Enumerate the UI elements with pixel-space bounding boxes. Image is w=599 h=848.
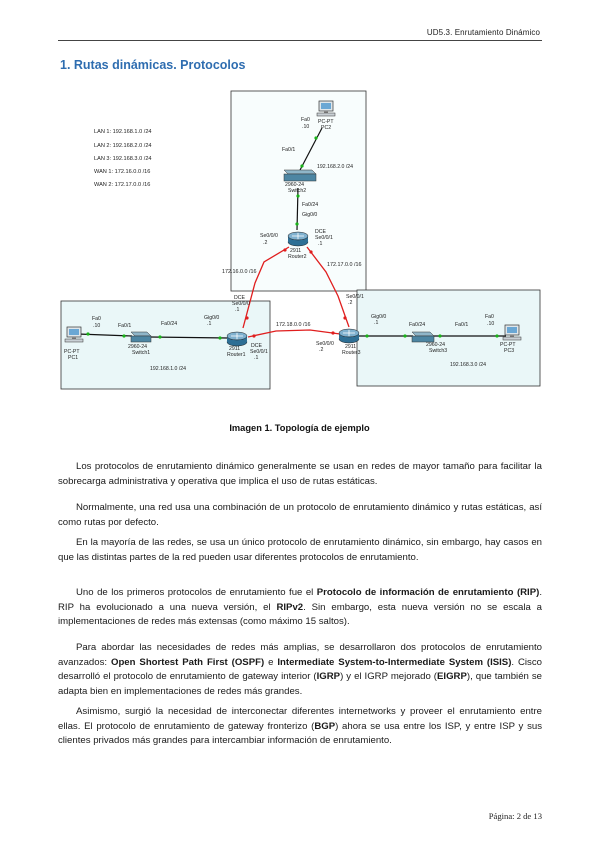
wan-r1-r2-label: 172.16.0.0 /16 — [222, 269, 257, 275]
router3-icon — [339, 329, 359, 343]
router2-se001: Se0/0/1 — [315, 235, 333, 241]
switch1-model: 2960-24 — [128, 344, 148, 350]
pc3-ip: .10 — [487, 321, 495, 327]
router1-model: 2911 — [229, 346, 241, 352]
pc2-icon — [317, 101, 335, 116]
pc3-model: PC-PT — [500, 342, 516, 348]
switch3-icon — [412, 332, 434, 342]
router2-model: 2911 — [290, 248, 302, 254]
pc1-iface: Fa0 — [92, 316, 101, 322]
router3-se001: Se0/0/1 — [346, 294, 364, 300]
router2-se000: Se0/0/0 — [260, 233, 278, 239]
switch3-fa01: Fa0/1 — [455, 322, 469, 328]
router3-se000: Se0/0/0 — [316, 341, 334, 347]
paragraph-5: Para abordar las necesidades de redes más amplias, se desarrollaron dos protocolos de enrutamiento avanzados: Open Shortest Path First (OSPF) e Intermediate System-to-Intermediate System (ISIS). Cisco desarrolló el protocolo de enrutamiento de gateway interior (IGRP) y el IGRP mejorado (EIGRP), que también se adapta bien en implementaciones de redes más grandes. — [58, 642, 542, 697]
section-title: 1. Rutas dinámicas. Protocolos — [60, 58, 246, 72]
router3-model: 2911 — [345, 344, 357, 350]
chapter-label: UD5.3. Enrutamiento Dinámico — [426, 28, 540, 37]
pc2-iface: Fa0 — [301, 117, 310, 123]
router1-se000: Se0/0/0 — [232, 301, 250, 307]
router1-se001: Se0/0/1 — [250, 349, 268, 355]
router2-name: Router2 — [288, 254, 307, 260]
term-igrp: IGRP — [316, 671, 341, 683]
router1-se000-ip: .1 — [235, 307, 240, 313]
router2-se000-ip: .2 — [263, 240, 268, 246]
switch2-fa01: Fa0/1 — [282, 147, 296, 153]
pc3-iface: Fa0 — [485, 314, 494, 320]
pc2-ip: .10 — [302, 124, 310, 130]
switch2-icon — [284, 170, 316, 181]
pc1-name: PC1 — [68, 355, 79, 361]
switch2-name: Switch2 — [288, 188, 307, 194]
pc3-name: PC3 — [504, 348, 515, 354]
paragraph-1: Los protocolos de enrutamiento dinámico generalmente se usan en redes de mayor tamaño para facilitar la sobrecarga administrativa y operativa que implica el uso de rutas estáticas. — [58, 461, 542, 487]
router1-name: Router1 — [227, 352, 246, 358]
legend-wan1: WAN 1: 172.16.0.0 /16 — [94, 169, 151, 175]
switch1-fa01: Fa0/1 — [118, 323, 132, 329]
term-eigrp: EIGRP — [437, 671, 467, 683]
router1-dce: DCE — [234, 295, 245, 301]
figure-caption: Imagen 1. Topología de ejemplo — [229, 423, 370, 433]
switch2-model: 2960-24 — [285, 182, 305, 188]
switch1-net: 192.168.1.0 /24 — [150, 366, 187, 372]
router1-gig: Gig0/0 — [204, 315, 220, 321]
router1-se001-ip: .1 — [254, 355, 259, 361]
switch3-model: 2960-24 — [426, 342, 446, 348]
paragraph-4: Uno de los primeros protocolos de enrutamiento fue el Protocolo de información de enrutamiento (RIP). RIP ha evolucionado a una nueva versión, el RIPv2. Sin embargo, esta nueva versión no se escala a implementaciones de redes más extensas (como máximo 15 saltos). — [58, 587, 542, 628]
pc2-name: PC2 — [321, 125, 332, 131]
pc1-ip: .10 — [93, 323, 101, 329]
router2-se001-ip: .1 — [318, 241, 323, 247]
term-rip: Protocolo de información de enrutamiento (RIP) — [316, 587, 540, 598]
legend-wan2: WAN 2: 172.17.0.0 /16 — [94, 182, 151, 188]
wan-r1-r3-label: 172.18.0.0 /16 — [276, 322, 311, 328]
router2-dce: DCE — [315, 229, 326, 235]
switch2-net: 192.168.2.0 /24 — [317, 164, 354, 170]
pc2-model: PC-PT — [318, 119, 334, 125]
router2-gig: Gig0/0 — [302, 212, 318, 218]
pc3-icon — [503, 325, 521, 340]
router1-icon — [227, 332, 247, 346]
switch2-fa024: Fa0/24 — [302, 202, 319, 208]
router3-name: Router3 — [342, 350, 361, 356]
router3-se001-ip: .2 — [348, 300, 353, 306]
switch1-icon — [131, 332, 151, 342]
pc1-icon — [65, 327, 83, 342]
page-number: Página: 2 de 13 — [488, 811, 542, 821]
switch1-fa024: Fa0/24 — [161, 321, 178, 327]
legend-lan3: LAN 3: 192.168.3.0 /24 — [94, 156, 152, 162]
legend-lan1: LAN 1: 192.168.1.0 /24 — [94, 129, 152, 135]
router1-gig-ip: .1 — [207, 321, 212, 327]
switch1-name: Switch1 — [132, 350, 151, 356]
term-isis: Intermediate System-to-Intermediate System (ISIS) — [277, 656, 512, 668]
wan-r2-r3-label: 172.17.0.0 /16 — [327, 262, 362, 268]
switch3-fa024: Fa0/24 — [409, 322, 426, 328]
paragraph-2: Normalmente, una red usa una combinación de un protocolo de enrutamiento dinámico y rutas estáticas, así como rutas por defecto. — [58, 502, 542, 528]
paragraph-3: En la mayoría de las redes, se usa un único protocolo de enrutamiento dinámico, sin embargo, hay casos en que las distintas partes de la red pueden usar diferentes protocolos de enrutamiento. — [58, 537, 542, 563]
pc1-model: PC-PT — [64, 349, 80, 355]
term-ospf: Open Shortest Path First (OSPF) — [110, 656, 265, 668]
router1-dce-2: DCE — [251, 343, 262, 349]
router3-gig-ip: .1 — [374, 320, 379, 326]
term-bgp: BGP — [314, 720, 336, 732]
switch3-net: 192.168.3.0 /24 — [450, 362, 487, 368]
switch3-name: Switch3 — [429, 348, 448, 354]
term-ripv2: RIPv2 — [276, 601, 304, 613]
address-legend — [94, 129, 152, 188]
legend-lan2: LAN 2: 192.168.2.0 /24 — [94, 143, 152, 149]
router2-icon — [288, 232, 308, 246]
router3-se000-ip: .2 — [319, 347, 324, 353]
router3-gig: Gig0/0 — [371, 314, 387, 320]
paragraph-6: Asimismo, surgió la necesidad de interconectar diferentes internetworks y proveer el enrutamiento entre ellas. El protocolo de enrutamiento de gateway fronterizo (BGP) ahora se usa entre los ISP, y entre ISP y sus clientes privados más grandes para intercambiar información de enrutamiento. — [58, 706, 542, 747]
